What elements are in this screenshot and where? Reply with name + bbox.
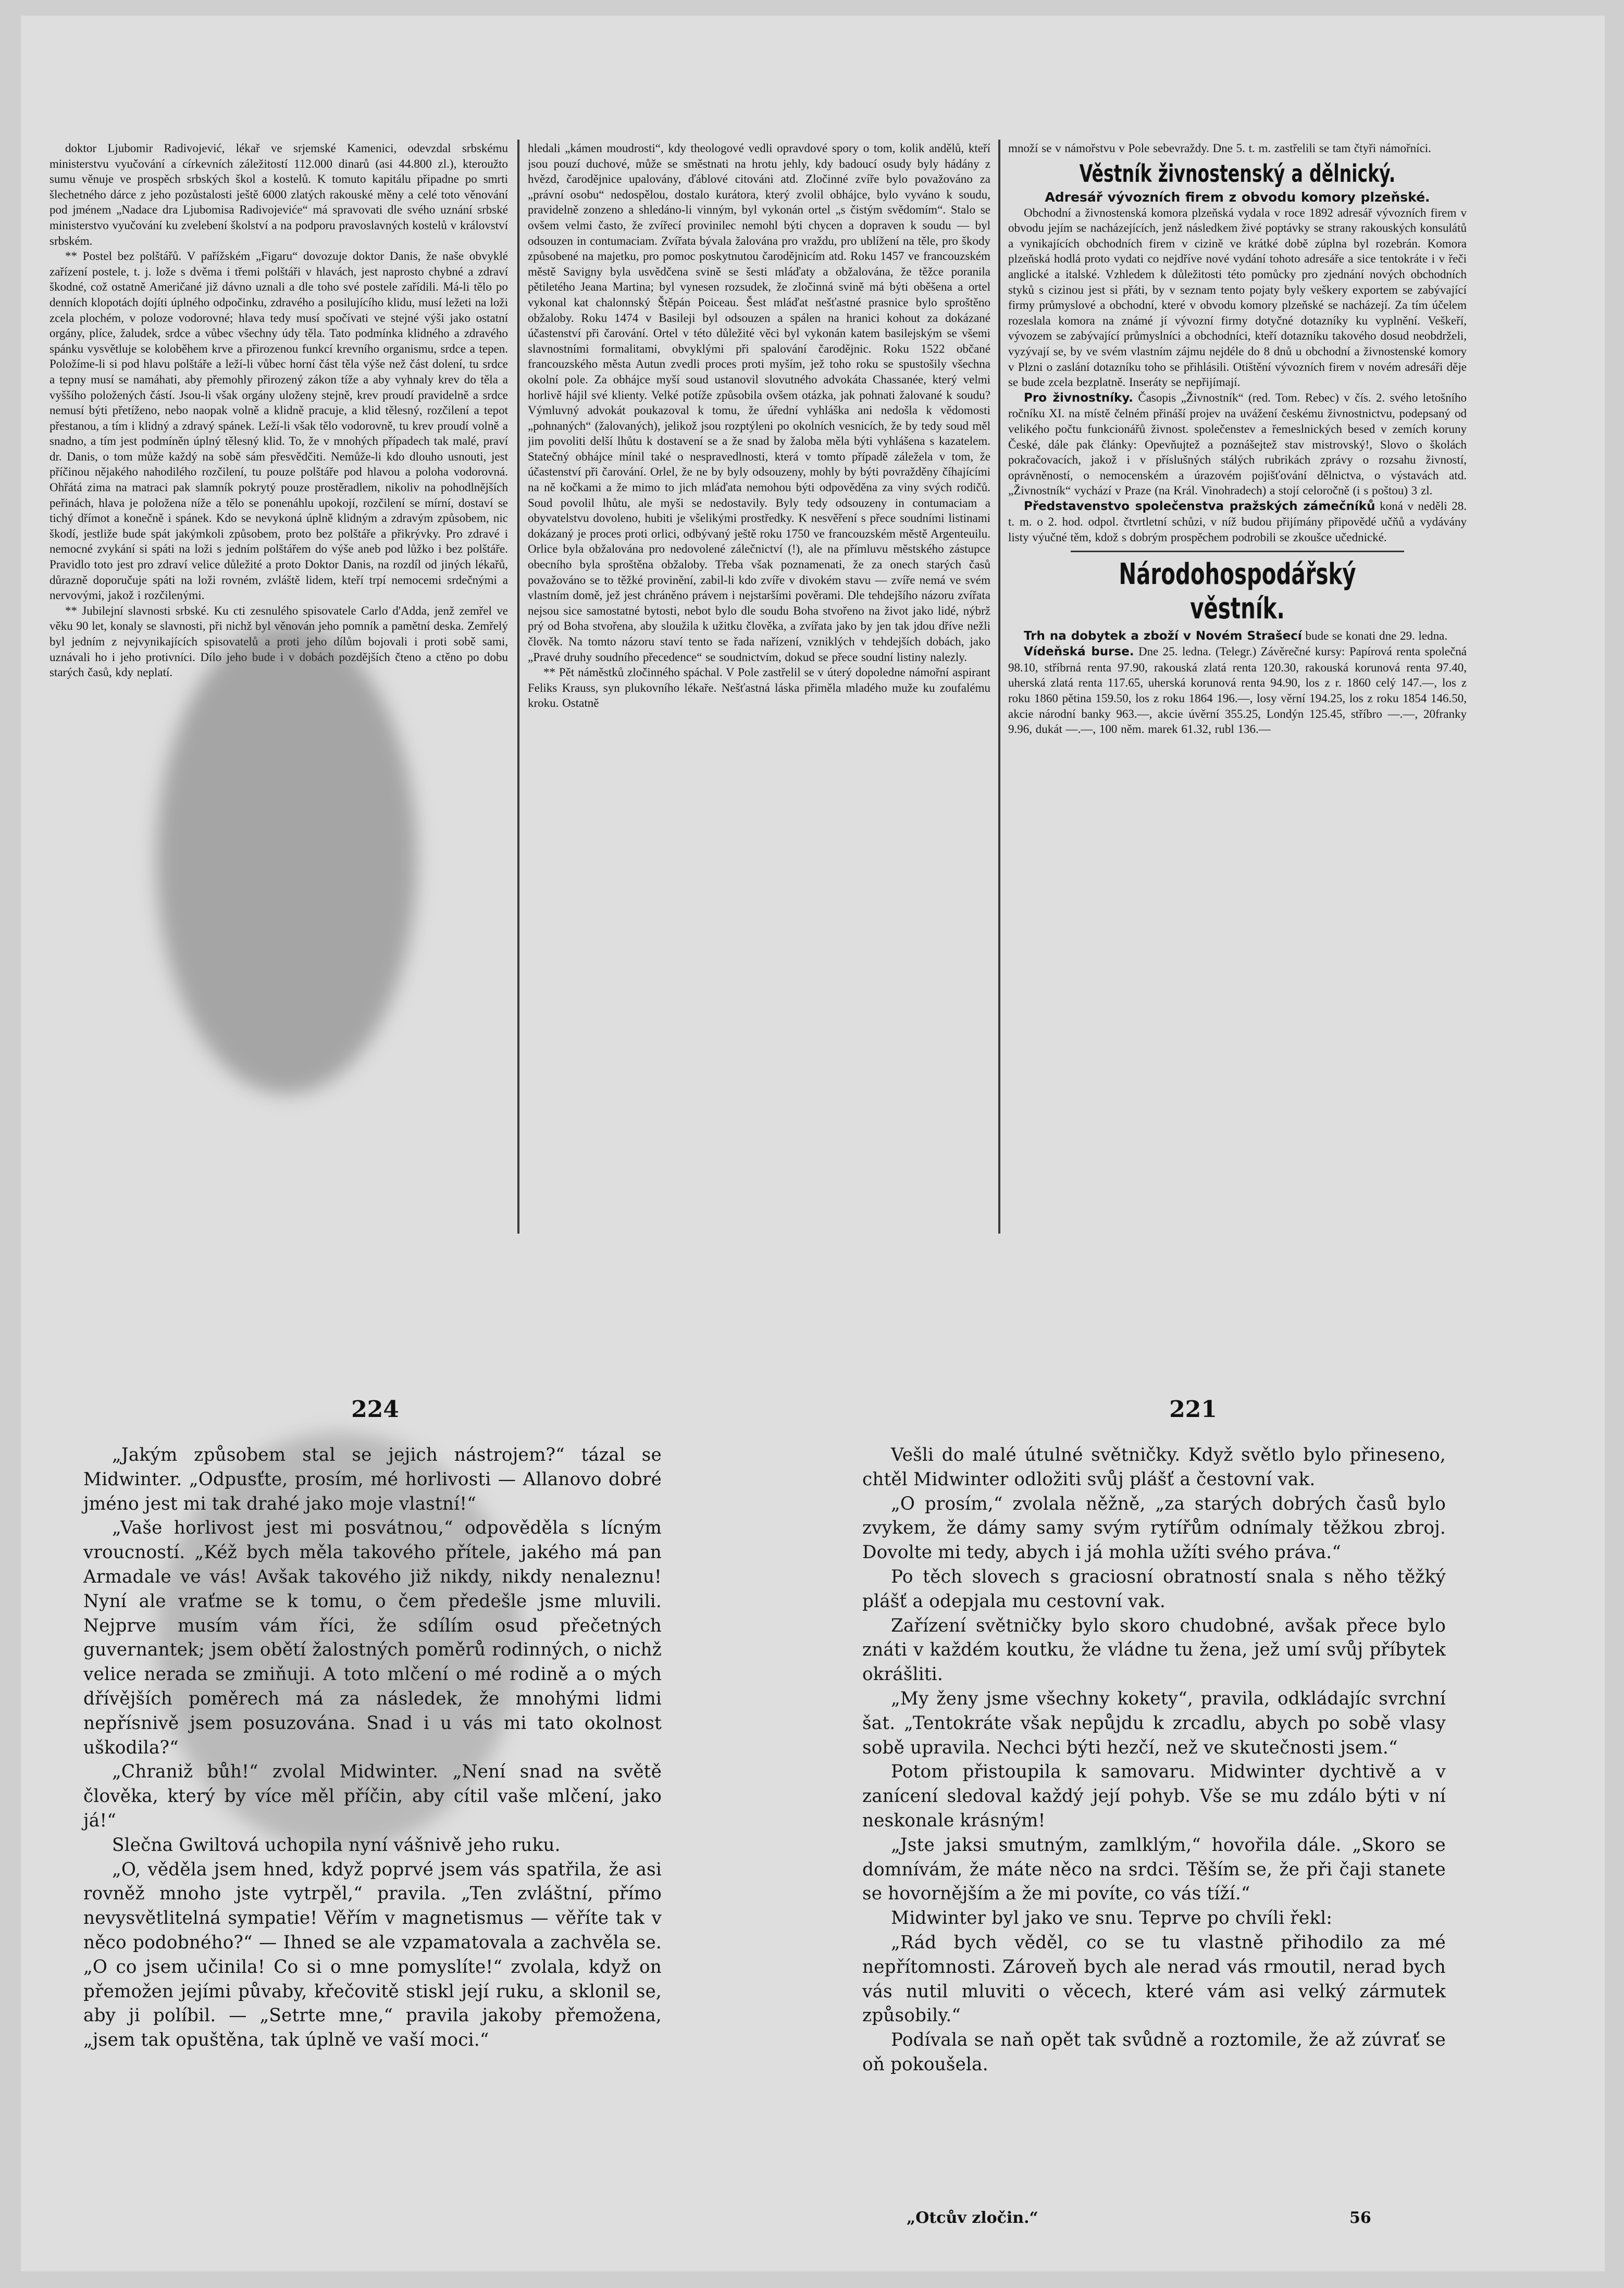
article-paragraph: bude se konati dne 29. ledna.: [1305, 629, 1448, 642]
book-paragraph: „Jste jaksi smutným, zamlklým,“ hovořila dále. „Skoro se domnívám, že máte něco na srdci. Těším se, že při čaji stanete se hovornějším a že mi povíte, co vás tíží.“: [862, 1834, 1446, 1905]
page-number-left: 224: [351, 1396, 399, 1423]
article-paragraph: ** Jubilejní slavnosti srbské. Ku cti zesnulého spisovatele Carlo d'Adda, jenž zemřel ve věku 90 let, konaly se slavnosti, při nichž byl věnován jeho pomník a pamětní deska. Zemřelý byl jedním z nejvynikajících spisovatelů a proti jeho dílům bojovali i proti sobě sami, uznávali ho i jeho protivníci. Dílo jeho bude i v dobách pozdějších čteno a ctěno po dobu starých časů, kdy neplatí.: [49, 604, 508, 679]
book-paragraph: Slečna Gwiltová uchopila nyní vášnivě jeho ruku.: [112, 1834, 561, 1856]
book-paragraph: „O, věděla jsem hned, když poprvé jsem vás spatřila, že asi rovněž mnoho jste vytrpěl,“ pravila. „Ten zvláštní, přímo nevysvětlitelná sympatie! Věřím v magnetismus — věříte tak v něco podobného?“ — Ihned se ale vzpamatovala a zachvěla se. „O co jsem učinila! Co si o mne pomyslíte!“ zvolala, když on přemožen jejími půvaby, křečovitě stiskl její ruku, a sklonil se, aby ji políbil. — „Setrte mne,“ pravila jakoby přemožena, „jsem tak opuštěna, tak úplně ve vaší moci.“: [83, 1859, 662, 2051]
book-paragraph: Po těch slovech s graciosní obratností snala s něho těžký plášť a odepjala mu cestovní vak.: [862, 1566, 1446, 1612]
book-paragraph: Podívala se naň opět tak svůdně a roztomile, že až zúvrať se oň pokoušela.: [862, 2030, 1446, 2075]
article-paragraph: koná v neděli 28. t. m. o 2. hod. odpol. čtvrtletní schůzi, v níž budou přijímány připovědé učňů a vydávány listy výučné těm, kdož s dobrým prospěchem podrobili se zkoušce učednické.: [1008, 499, 1467, 544]
book-page-left: [83, 1443, 662, 2053]
newspaper-column-3: [1008, 141, 1467, 1240]
book-paragraph: „Vaše horlivost jest mi posvátnou,“ odpověděla s lícným vroucností. „Kéž bych měla takového přítele, jakého má pan Armadale ve vás! Avšak takového již nikdy, nikdy nenaleznu! Nyní ale vraťme se k tomu, o čem předešle jsme mluvili. Nejprve musím vám říci, že sdílím osud přečetných guvernantek; jsem obětí žalostných poměrů rodinných, o nichž velice nerada se zmiňuji. A toto mlčení o mé rodině a o mých dřívějších poměrech má za následek, že mnohými lidmi nepřísnivě jsem posuzována. Snad i u vás mi tato okolnost uškodila?“: [83, 1518, 662, 1758]
book-footer-title: „Otcův zločin.“: [907, 2209, 1038, 2227]
section-subheading: Trh na dobytek a zboží v Novém Strašecí: [1024, 629, 1302, 643]
book-paragraph: „O prosím,“ zvolala něžně, „za starých dobrých časů bylo zvykem, že dámy samy svým rytířům odnímaly těžkou zbroj. Dovolte mi tedy, abych i já mohla užíti svého práva.“: [862, 1493, 1446, 1563]
book-footer-number: 56: [1349, 2209, 1371, 2227]
article-paragraph: Časopis „Živnostník“ (red. Tom. Rebec) v čís. 2. svého letošního ročníku XI. na místě čelném přináší projev na uvážení českému živnostnictvu, podepsaný od velikého počtu funkcionářů živnost. společenstev a řemeslnických besed v zemích koruny České, dále pak články: Opevňujtež a poznášejtež stav mistrovský!, Slovo o školách pokračovacích, jakož i v příslušných stálých rubrikách zprávy o rozsahu živností, oprávněností, o nemocenském a úrazovém pojišťování dělnictva, o výstavách atd. „Živnostník“ vychází v Praze (na Král. Vinohradech) a stojí celoročně (i s poštou) 3 zl.: [1008, 391, 1467, 498]
column-divider: [517, 140, 519, 1234]
section-rule: [1071, 551, 1404, 552]
book-paragraph: Vešli do malé útulné světničky. Když světlo bylo přineseno, chtěl Midwinter odložiti svůj plášť a čestovní vak.: [862, 1445, 1446, 1490]
article-paragraph: ** Postel bez polštářů. V pařížském „Figaru“ dovozuje doktor Danis, že naše obvyklé zařízení postele, t. j. lože s dvěma i třemi polštáři v hlavách, jest naprosto chybné a zdraví škodné, což ostatně Američané již dávno uznali a dle toho své postele zařídili. Má-li tělo po denních klopotách dojíti úplného odpočinku, zdravého a posilujícího klidu, musí ležeti na loži zcela plochém, v poloze vodorovné; hlava tedy musí spočívati ve stejné výši jako ostatní orgány, plíce, žaludek, srdce a vůbec všechny údy těla. Tato podmínka klidného a zdravého spánku vysvětluje se koloběhem krve a přirozenou funkcí krevního organismu, srdce a tepen. Položíme-li si pod hlavu polštáře a leží-li vůbec horní část těla výše než část dolení, tu srdce a tepny musí se namáhati, aby přemohly přirozený zákon tíže a aby vyhnaly krev do těla a vyššího položených částí. Jsou-li však orgány uloženy stejně, krev proudí pravidelně a srdce nemusí býti přetíženo, nebo naopak volně a klidně pracuje, a klid tělesný, rozčilení a tepot přestanou, a tím i klidný a zdravý spánek. Leží-li však tělo vodorovně, tu krev proudí volně a snadno, a tím jest podmíněn úplný tělesný klid. To, že v mnohých případech tak malé, praví dr. Danis, o tom může každý na sobě sám přesvědčiti. Nemůže-li kdo dlouho usnouti, jest příčinou nějakého nahodilého rozčilení, tu pouze polštáře pod hlavou a poloha vodorovná. Ohřátá zima na matraci pak slamník pokrytý pouze prostěradlem, nikoliv na pohodlnějších peřinách, hlava je položena níže a tělo se ponenáhlu upokojí, rozčilení se mírní, dostaví se tichý dřímot a konečně i spánek. Kdo se nevykoná úplně klidným a zdravým způsobem, nic škodí, jestliže bude spát jakýmkoli způsobem, proto bez polštáře a přikrývky. Pro zdravé i nemocné zvykání si spáti na loži s jedním polštářem do výše aneb pod lůžko i bez polštáře. Pravidlo toto jest pro zdraví velice důležité a proto Doktor Danis, na rozdíl od jiných lékařů, důrazně doporučuje spáti na loži rovném, zvláště lidem, kteří trpí nemocemi srdečnými a nervovými, jakož i rozčilenými.: [49, 250, 508, 602]
section-subheading: Pro živnostníky.: [1024, 391, 1133, 405]
section-subheading: Vídeňská burse.: [1024, 645, 1134, 659]
book-paragraph: Midwinter byl jako ve snu. Teprve po chvíli řekl:: [891, 1908, 1333, 1929]
book-paragraph: Zařízení světničky bylo skoro chudobné, avšak přece bylo znáti v každém koutku, že vládne tu žena, jež umí svůj příbytek okrášliti.: [862, 1615, 1446, 1685]
article-paragraph: hledali „kámen moudrosti“, kdy theologové vedli opravdové spory o tom, kolik andělů, kteří jsou pouzí duchové, může se směstnati na hrotu jehly, kdy badoucí osudy byly hádány z hvězd, čarodějnice upalovány, ďáblové citováni atd. Zločinné zvíře bylo považováno za „právní osobu“ nedospělou, dostalo kurátora, který zvolil obhájce, bylo vyváno k soudu, pravidelně zonzeno a shledáno-li vinným, byl vykonán ortel „s čistým svědomím“. Stalo se ovšem velmi často, že zvířecí provinilec nemohl býti chycen a dopraven k soudu — byl odsouzen in contumaciam. Zvířata bývala žalována pro vraždu, pro ublížení na těle, pro škody způsobené na majetku, pro pomoc poskytnutou čarodějnicím atd. Roku 1457 ve francouzském městě Savigny byla usvědčena svině se šesti mláďaty a obžalována, že těžce poranila pětiletého Jeana Martina; byl vynesen rozsudek, že zločinná svině má býti oběšena a ortel vykonal kat chalonnský Štěpán Poiceau. Šest mláďat nešťastné prasnice bylo sproštěno obžaloby. Roku 1474 v Basileji byl odsouzen a spálen na hranici kohout za dokázané účastenství při čarování. Ortel v této důležité věci byl vykonán katem basilejským se všemi slavnostními formalitami, obvyklými při spalování čarodějnic. Roku 1522 občané francouzského města Autun zvedli proces proti myším, jež toho roku se spustošily všechna okolní pole. Za obhájce myší soud ustanovil slovutného advokáta Chassanée, který velmi horlivě hájil své klienty. Velké potíže způsobila ovšem otázka, jak pohnati žalované k soudu? Výmluvný advokát poukazoval k tomu, že úřední vyhláška ani nedošla k vědomosti „pohnaných“ (žalovaných), jelikož jsou rozptýleni po okolních vesnicích, že by tedy soud měl jim povoliti delší lhůtu k dostavení se a že snad by žaloba měla býti vyhlášena s kazatelem. Statečný obhájce mínil také o nespravedlnosti, která v tomto případě záležela v tom, že účastenství při čarování. Orlel, že ne by byly odsouzeny, mohly by býti povražděny číhajícími na ně kočkami a že mimo to jich mláďata nemohou býti odpověděna za viny svých rodičů. Soud povolil lhůtu, ale myši se nedostavily. Byly tedy odsouzeny in contumaciam a obyvatelstvu dovoleno, hubiti je všelikými prostředky. K nesvěření s přece soudními listinami dokázaný je proces proti orlici, odbývaný ještě roku 1750 ve francouzském městě Argenteuilu. Orlice byla obžalována pro nedovolené zálečnictví (!), ale na přímluvu městského zástupce obecního byla sproštěna obžaloby. Třeba však poznamenati, že za onech starých časů považováno se to těžké provinění, zabil-li kdo zvíře v divokém stavu — zvíře nemá ve svém vlastním domě, jež jest chráněno právem i nejstaršími pověrami. Dle tehdejšího názoru zvířata nejsou sice samostatné bytosti, nebot bylo dle soudu Boha stvořeno na život jako lidé, nýbrž prý od Boha stvořena, aby sloužila k užitku člověka, a zvířata jako by jen tak jdou dříve nežli člověk. Na tomto názoru staví tento se řada nařízení, vzniklých v tehdejších dobách, jako „Pravé druhy soudního přecedence“ se soudnictvím, dokud se přece soudní listiny nalezly.: [528, 142, 990, 664]
article-paragraph: doktor Ljubomir Radivojević, lékař ve srjemské Kamenici, odevzdal srbskému ministerstvu vyučování a církevních záležitostí 112.000 dinarů (asi 44.800 zl.), kteroužto sumu věnuje ve prospěch srbských škol a kostelů. K tomuto kapitálu připadne po smrti šlechetného dárce z jeho pozůstalosti ještě 6000 zlatých rakouské měny a celé toto věnování pod jménem „Nadace dra Ljubomisa Radivojeviće“ má spravovati dle svého uznání srbské ministerstvo vyučování ku zvelebení školství a na podporu pravoslavných kostelů v království srbském.: [49, 142, 508, 247]
book-paragraph: „My ženy jsme všechny kokety“, pravila, odkládajíc svrchní šat. „Tentokráte však nepůjdu k zrcadlu, abych po sobě vlasy sobě upravila. Nechci býti hezčí, než ve skutečnosti jsem.“: [862, 1688, 1446, 1758]
newspaper-column-2: [528, 141, 990, 1240]
book-paragraph: Potom přistoupila k samovaru. Midwinter dychtivě a v zanícení sledoval každý její pohyb. Vše se mu zdálo býti v ní neskonale krásným!: [862, 1761, 1446, 1831]
section-heading-narodohospodarsky: Národohospodářský věstník.: [1119, 557, 1356, 626]
article-paragraph: Dne 25. ledna. (Telegr.) Závěrečné kursy: Papírová renta společná 98.10, stříbrná renta 97.90, rakouská zlatá renta 120.30, rakouská korunová renta 97.40, uherská zlatá renta 117.65, uherská korunová renta 94.90, los z r. 1860 celý 147.—, los z roku 1860 pětina 159.50, los z roku 1864 196.—, losy věrní 194.25, los z roku 1854 146.50, akcie národní banky 963.—, akcie úvěrní 355.25, Londýn 125.45, stříbro —.—, 20franky 9.96, dukát —.—, 100 něm. marek 61.32, rubl 136.—: [1008, 645, 1467, 736]
book-page-right: [862, 1443, 1446, 2077]
ink-smudge: [156, 625, 417, 1094]
section-subheading: Představenstvo společenstva pražských zámečníků: [1024, 499, 1375, 513]
section-heading-vestnik: Věstník živnostenský a dělnický.: [1079, 159, 1396, 188]
section-subheading: Adresář vývozních firem z obvodu komory plzeňské.: [1045, 189, 1430, 205]
article-paragraph: Obchodní a živnostenská komora plzeňská vydala v roce 1892 adresář vývozních firem v obvodu jejím se nacházejících, jenž následkem živé poptávky se strany rakouských konsulátů a vynikajících obchodních firem v cizině ve krátké době zúplna byl rozebrán. Komora plzeňská hodlá proto vydati co nejdříve nové vydání tohoto adresáře a sice tentokráte i v řeči anglické a italské. Vzhledem k důležitosti této pomůcky pro zjednání nových obchodních styků s cizinou jest si přáti, by v seznam tento pojaty byly veškery exportem se zabývající firmy průmyslové a obchodní, které v obvodu komory plzeňské se nacházejí. Za tím účelem rozeslala komora na známé jí vývozní firmy dotyčné dotazníky ku vyplnění. Veškeří, vývozem se zabývající průmyslníci a obchodníci, kteří dotazníku takového dosud neobdrželi, vyzývají se, by ve svém vlastním zájmu nejdéle do 8 dnů u obchodní a živnostenské komory v Plzni o zaslání dotazníku toho se přihlásili. Otištění vývozních firem v novém adresáři děje se bude zcela bezplatně. Inseráty se nepřijímají.: [1008, 206, 1467, 389]
book-paragraph: „Rád bych věděl, co se tu vlastně přihodilo za mé nepřítomnosti. Zároveň bych ale nerad vás rmoutil, nerad bych vás nutil mluviti o věcech, které vám asi velký zármutek způsobily.“: [862, 1932, 1446, 2026]
article-paragraph: množí se v námořstvu v Pole sebevraždy. Dne 5. t. m. zastřelili se tam čtyři námořníci.: [1008, 142, 1431, 155]
book-paragraph: „Jakým způsobem stal se jejich nástrojem?“ tázal se Midwinter. „Odpusťte, prosím, mé horlivosti — Allanovo dobré jméno jest mi tak drahé jako moje vlastní!“: [83, 1445, 662, 1514]
book-paragraph: „Chraniž bůh!“ zvolal Midwinter. „Není snad na světě člověka, který by více měl příčin, aby cítil vaše mlčení, jako já!“: [83, 1761, 662, 1831]
page-number-right: 221: [1169, 1396, 1217, 1423]
column-divider: [998, 140, 1000, 1234]
article-paragraph: ** Pět náměstků zločinného spáchal. V Pole zastřelil se v úterý dopoledne námořní aspirant Feliks Krauss, syn plukovního lékaře. Nešťastná láska přiměla mladého muže ku zoufalému kroku. Ostatně: [528, 666, 990, 710]
